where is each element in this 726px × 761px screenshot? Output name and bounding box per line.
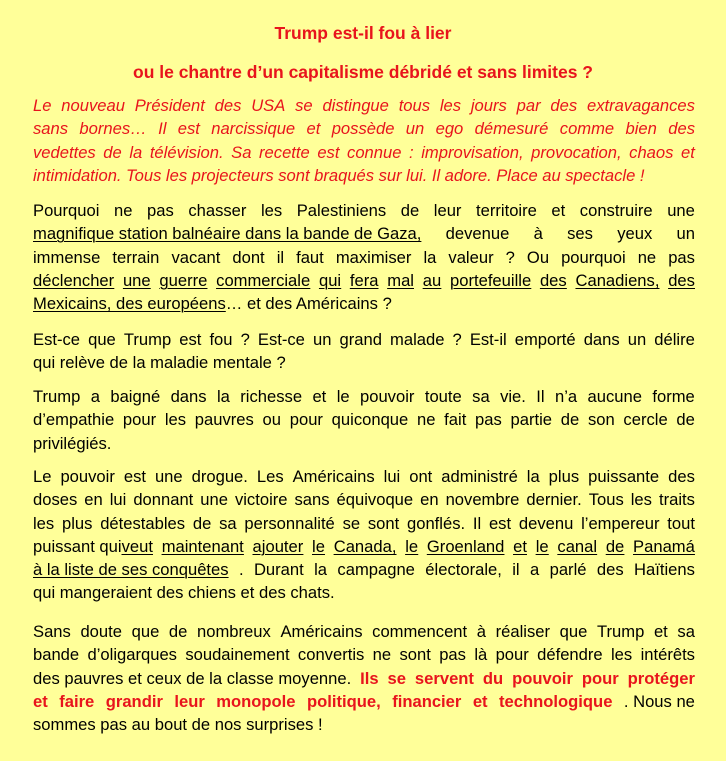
- word: de: [676, 410, 695, 430]
- text-line: [33, 222, 695, 245]
- word: pauvres: [194, 410, 254, 430]
- word: doute: [80, 622, 122, 641]
- word: des: [596, 560, 624, 580]
- word: a: [529, 560, 540, 580]
- word: aucune: [587, 387, 642, 406]
- highlighted-phrase: protéger: [627, 668, 695, 688]
- word: intérêts: [640, 645, 695, 665]
- word: administré: [441, 467, 518, 486]
- highlighted-phrase: Ils: [360, 668, 379, 688]
- word: Haïtiens: [634, 560, 695, 580]
- word: Trump: [596, 622, 645, 641]
- highlighted-phrase: politique,: [306, 691, 381, 711]
- word: doses: [33, 490, 78, 510]
- text-fragment: . Nous ne: [623, 691, 695, 711]
- word: plus: [548, 467, 580, 486]
- word: l’empereur: [581, 513, 660, 533]
- word: la: [526, 467, 540, 486]
- word: et: [680, 142, 695, 162]
- word: Palestiniens: [296, 201, 387, 220]
- word: vie.: [500, 387, 526, 406]
- word: à: [533, 224, 543, 244]
- text-line: [33, 620, 695, 643]
- word: de: [560, 410, 580, 430]
- word: le: [336, 387, 350, 406]
- text-line: [33, 408, 695, 431]
- word: Tous: [588, 490, 624, 510]
- word: improvisation,: [421, 142, 524, 162]
- underlined-phrase: à la liste de ses conquêtes: [33, 560, 229, 580]
- highlighted-phrase: technologique: [499, 691, 613, 711]
- word: déclencher: [33, 270, 115, 290]
- text-line: [33, 512, 695, 535]
- word: richesse: [240, 387, 303, 406]
- word: les: [439, 96, 462, 115]
- word: projecteurs: [191, 165, 274, 185]
- intro-paragraph: [33, 94, 695, 187]
- word: une: [122, 270, 151, 290]
- highlighted-phrase: du: [482, 668, 504, 688]
- word: de: [103, 142, 122, 162]
- word: soudainement: [185, 645, 290, 665]
- word: la: [314, 560, 328, 580]
- word: un: [312, 330, 332, 349]
- word: en: [420, 490, 439, 510]
- word: Groenland: [426, 536, 505, 556]
- word: bornes…: [79, 119, 147, 139]
- word: est: [488, 513, 512, 533]
- word: ont: [409, 467, 433, 486]
- word: sont: [367, 513, 400, 533]
- word: pour: [122, 410, 157, 430]
- word: sur: [378, 165, 402, 185]
- word: il: [512, 560, 520, 580]
- word: sans: [33, 119, 69, 139]
- underlined-phrase: magnifique station balnéaire dans la bande de Gaza,: [33, 224, 422, 244]
- word: les: [33, 513, 55, 533]
- word: chaos: [629, 142, 674, 162]
- word: malade: [390, 330, 445, 349]
- word: sans: [294, 490, 330, 510]
- word: Sans: [33, 622, 71, 641]
- word: télévision.: [149, 142, 224, 162]
- word: ne: [113, 201, 133, 220]
- word: des: [539, 270, 567, 290]
- highlighted-phrase: faire: [59, 691, 95, 711]
- word: Les: [256, 467, 284, 486]
- paragraph-power: [33, 465, 695, 605]
- word: le: [312, 536, 325, 556]
- word: convertis: [297, 645, 365, 665]
- word: la: [129, 142, 143, 162]
- word: donnant: [133, 490, 194, 510]
- word: que: [131, 622, 160, 641]
- word: ego: [435, 119, 464, 139]
- word: Est-ce: [33, 330, 81, 349]
- word: .: [238, 560, 244, 580]
- highlighted-phrase: pour: [581, 668, 619, 688]
- word: Sa: [231, 142, 252, 162]
- word: Président: [134, 96, 205, 115]
- word: par: [516, 96, 541, 115]
- word: une: [667, 201, 695, 220]
- word: Est-ce: [257, 330, 305, 349]
- word: d’empathie: [33, 410, 115, 430]
- word: sa: [677, 622, 695, 641]
- word: est: [177, 119, 200, 139]
- word: sa: [472, 387, 490, 406]
- word: dernier.: [526, 490, 582, 510]
- highlighted-phrase: leur: [174, 691, 205, 711]
- word: Pourquoi: [33, 201, 100, 220]
- word: un: [405, 119, 425, 139]
- text-fragment: puissant qui: [33, 536, 122, 556]
- word: un: [676, 224, 695, 244]
- word: victoire: [234, 490, 288, 510]
- text-line: [33, 246, 695, 269]
- word: provocation,: [531, 142, 622, 162]
- highlighted-phrase: et: [33, 691, 48, 711]
- word: et: [306, 119, 321, 139]
- word: traits: [658, 490, 695, 510]
- word: démesuré: [474, 119, 549, 139]
- text-line: [33, 328, 695, 351]
- word: de: [400, 201, 420, 220]
- word: pour: [495, 645, 529, 665]
- text-line: [33, 581, 695, 604]
- word: Le: [33, 467, 52, 486]
- text-line: [33, 488, 695, 511]
- word: réaliser: [495, 622, 551, 641]
- word: Il: [158, 119, 167, 139]
- word: construire: [579, 201, 653, 220]
- word: novembre: [445, 490, 520, 510]
- word: ?: [452, 330, 462, 349]
- highlighted-phrase: et: [472, 691, 488, 711]
- word: gonflés.: [407, 513, 466, 533]
- word: Ou: [526, 247, 550, 267]
- word: distingue: [322, 96, 389, 115]
- intro-line: [33, 117, 695, 140]
- word: drogue.: [191, 467, 248, 486]
- word: Canada,: [333, 536, 397, 556]
- word: les: [611, 645, 633, 665]
- text-line: [33, 432, 695, 455]
- word: Américains: [280, 622, 363, 641]
- underlined-phrase: [122, 535, 695, 558]
- word: et: [312, 387, 327, 406]
- word: que: [559, 622, 588, 641]
- word: pas: [147, 201, 174, 220]
- word: narcissique: [211, 119, 296, 139]
- word: ou: [262, 410, 282, 430]
- word: ses: [567, 224, 593, 244]
- word: ne: [637, 247, 657, 267]
- word: intimidation.: [33, 165, 122, 185]
- word: nombreux: [197, 622, 271, 641]
- word: ?: [505, 247, 515, 267]
- word: chasser: [188, 201, 247, 220]
- word: ?: [240, 330, 250, 349]
- text-line: [33, 713, 695, 736]
- word: portefeuille: [450, 270, 532, 290]
- word: commerciale: [216, 270, 311, 290]
- text-line: [33, 385, 695, 408]
- word: et: [653, 622, 668, 641]
- word: au: [542, 165, 561, 185]
- word: se: [295, 96, 313, 115]
- word: veut: [121, 536, 153, 556]
- word: des: [214, 96, 242, 115]
- word: personnalité: [244, 513, 335, 533]
- text-line: [33, 292, 695, 315]
- word: campagne: [337, 560, 415, 580]
- word: Américains: [292, 467, 375, 486]
- word: Place: [496, 165, 538, 185]
- word: dans: [170, 387, 207, 406]
- word: que: [88, 330, 116, 349]
- word: se: [342, 513, 361, 533]
- word: spectacle: [565, 165, 636, 185]
- word: nouveau: [61, 96, 125, 115]
- word: ajouter: [252, 536, 304, 556]
- word: le: [405, 536, 419, 556]
- word: est: [317, 142, 340, 162]
- word: maximiser: [335, 247, 412, 267]
- underlined-line: [33, 269, 695, 292]
- intro-line: [33, 94, 695, 117]
- word: de: [168, 622, 188, 641]
- text-line: [33, 667, 695, 690]
- word: adore.: [444, 165, 492, 185]
- text-fragment: des pauvres et ceux de la classe moyenne.: [33, 668, 352, 688]
- text-line: [33, 643, 695, 666]
- word: lui: [109, 490, 127, 510]
- word: de: [192, 513, 212, 533]
- word: il: [276, 247, 285, 267]
- word: une: [200, 490, 228, 510]
- word: connue: [347, 142, 402, 162]
- text-line: [33, 199, 695, 222]
- paragraph-question: [33, 328, 695, 375]
- paragraph-gaza: [33, 199, 695, 315]
- word: des: [550, 96, 578, 115]
- word: vedettes: [33, 142, 96, 162]
- word: la: [423, 247, 437, 267]
- word: ne: [416, 410, 436, 430]
- word: lui: [383, 467, 401, 486]
- word: des: [668, 270, 695, 290]
- word: Durant: [253, 560, 304, 580]
- word: mal: [387, 270, 414, 290]
- word: délire: [654, 330, 695, 349]
- word: là: [474, 645, 488, 665]
- word: leur: [433, 201, 462, 220]
- word: défendre: [537, 645, 603, 665]
- word: bande: [33, 645, 80, 665]
- word: une: [154, 467, 183, 486]
- word: :: [409, 142, 414, 162]
- word: !: [639, 165, 645, 185]
- word: puissante: [588, 467, 660, 486]
- word: dans: [583, 330, 620, 349]
- text-fragment: sommes pas au bout de nos surprises !: [33, 715, 323, 735]
- word: toute: [424, 387, 462, 406]
- highlighted-phrase: grandir: [105, 691, 163, 711]
- title-line-1: Trump est-il fou à lier: [274, 23, 452, 43]
- word: pouvoir: [60, 467, 115, 486]
- word: des: [668, 119, 695, 139]
- word: ne: [372, 645, 392, 665]
- word: maintenant: [161, 536, 244, 556]
- text-fragment: privilégiés.: [33, 433, 112, 453]
- word: est: [179, 330, 202, 349]
- underlined-phrase: Mexicains, des européens: [33, 294, 226, 314]
- word: de: [605, 536, 625, 556]
- intro-line: [33, 164, 695, 187]
- word: pourquoi: [561, 247, 626, 267]
- word: fou: [209, 330, 233, 349]
- word: valeur: [448, 247, 494, 267]
- word: braqués: [314, 165, 375, 185]
- highlighted-phrase: monopole: [216, 691, 296, 711]
- word: grand: [339, 330, 382, 349]
- word: tout: [667, 513, 695, 533]
- word: Panamá: [633, 536, 695, 556]
- word: comme: [559, 119, 615, 139]
- word: pas: [439, 645, 466, 665]
- word: territoire: [476, 201, 537, 220]
- word: le: [535, 536, 549, 556]
- word: les: [260, 201, 283, 220]
- text-line: [33, 465, 695, 488]
- word: détestables: [100, 513, 186, 533]
- word: son: [587, 410, 615, 430]
- word: partie: [510, 410, 553, 430]
- highlighted-phrase: pouvoir: [512, 668, 573, 688]
- word: pour: [289, 410, 323, 430]
- word: d’oligarques: [87, 645, 177, 665]
- word: qui: [318, 270, 342, 290]
- word: immense: [33, 247, 101, 267]
- word: Le: [33, 96, 52, 115]
- word: Trump: [33, 387, 81, 406]
- word: électorale,: [425, 560, 502, 580]
- text-fragment: … et des Américains ?: [225, 294, 392, 314]
- highlighted-phrase: se: [387, 668, 406, 688]
- word: Trump: [123, 330, 172, 349]
- text-fragment: qui relève de la maladie mentale ?: [33, 353, 286, 373]
- text-line: [33, 535, 695, 558]
- word: tous: [398, 96, 431, 115]
- word: canal: [557, 536, 598, 556]
- word: yeux: [617, 224, 653, 244]
- word: faut: [296, 247, 324, 267]
- word: Canadiens,: [575, 270, 660, 290]
- word: les: [630, 490, 652, 510]
- text-line: [33, 690, 695, 713]
- word: cercle: [623, 410, 668, 430]
- intro-line: [33, 141, 695, 164]
- word: et: [513, 536, 527, 556]
- word: pas: [475, 410, 502, 430]
- word: plus: [61, 513, 93, 533]
- word: quiconque: [331, 410, 409, 430]
- word: devenue: [445, 224, 510, 244]
- word: la: [216, 387, 230, 406]
- word: est: [123, 467, 146, 486]
- word: USA: [251, 96, 286, 115]
- word: jours: [470, 96, 507, 115]
- word: sa: [219, 513, 237, 533]
- word: à: [476, 622, 486, 641]
- word: possède: [331, 119, 395, 139]
- word: forme: [652, 387, 695, 406]
- word: et: [551, 201, 566, 220]
- word: bien: [625, 119, 657, 139]
- word: parlé: [549, 560, 587, 580]
- paragraph-oligarchs: [33, 620, 695, 736]
- word: dont: [232, 247, 265, 267]
- word: guerre: [159, 270, 208, 290]
- word: extravagances: [586, 96, 695, 115]
- word: a: [90, 387, 100, 406]
- word: Est-il: [469, 330, 507, 349]
- word: les: [165, 165, 188, 185]
- word: en: [84, 490, 103, 510]
- highlighted-phrase: financier: [392, 691, 462, 711]
- word: fait: [444, 410, 467, 430]
- word: sont: [278, 165, 310, 185]
- word: au: [422, 270, 442, 290]
- word: Il: [536, 387, 545, 406]
- word: emporté: [514, 330, 576, 349]
- word: terrain: [112, 247, 160, 267]
- word: Il: [431, 165, 441, 185]
- text-line: [33, 558, 695, 581]
- word: Tous: [126, 165, 162, 185]
- word: Il: [472, 513, 482, 533]
- word: pouvoir: [360, 387, 415, 406]
- word: baigné: [110, 387, 161, 406]
- word: les: [164, 410, 187, 430]
- word: fera: [349, 270, 379, 290]
- word: pas: [668, 247, 695, 267]
- title-line-2: ou le chantre d’un capitalisme débridé et sans limites ?: [133, 62, 593, 82]
- word: lui.: [406, 165, 428, 185]
- word: recette: [259, 142, 310, 162]
- word: sont: [399, 645, 431, 665]
- text-line: [33, 351, 695, 374]
- word: un: [627, 330, 647, 349]
- word: équivoque: [336, 490, 414, 510]
- word: devenu: [518, 513, 574, 533]
- word: vacant: [171, 247, 221, 267]
- word: des: [668, 467, 695, 486]
- highlighted-phrase: servent: [414, 668, 474, 688]
- word: n’a: [554, 387, 578, 406]
- text-fragment: qui mangeraient des chiens et des chats.: [33, 583, 335, 603]
- paragraph-wealth: [33, 385, 695, 455]
- word: commencent: [372, 622, 468, 641]
